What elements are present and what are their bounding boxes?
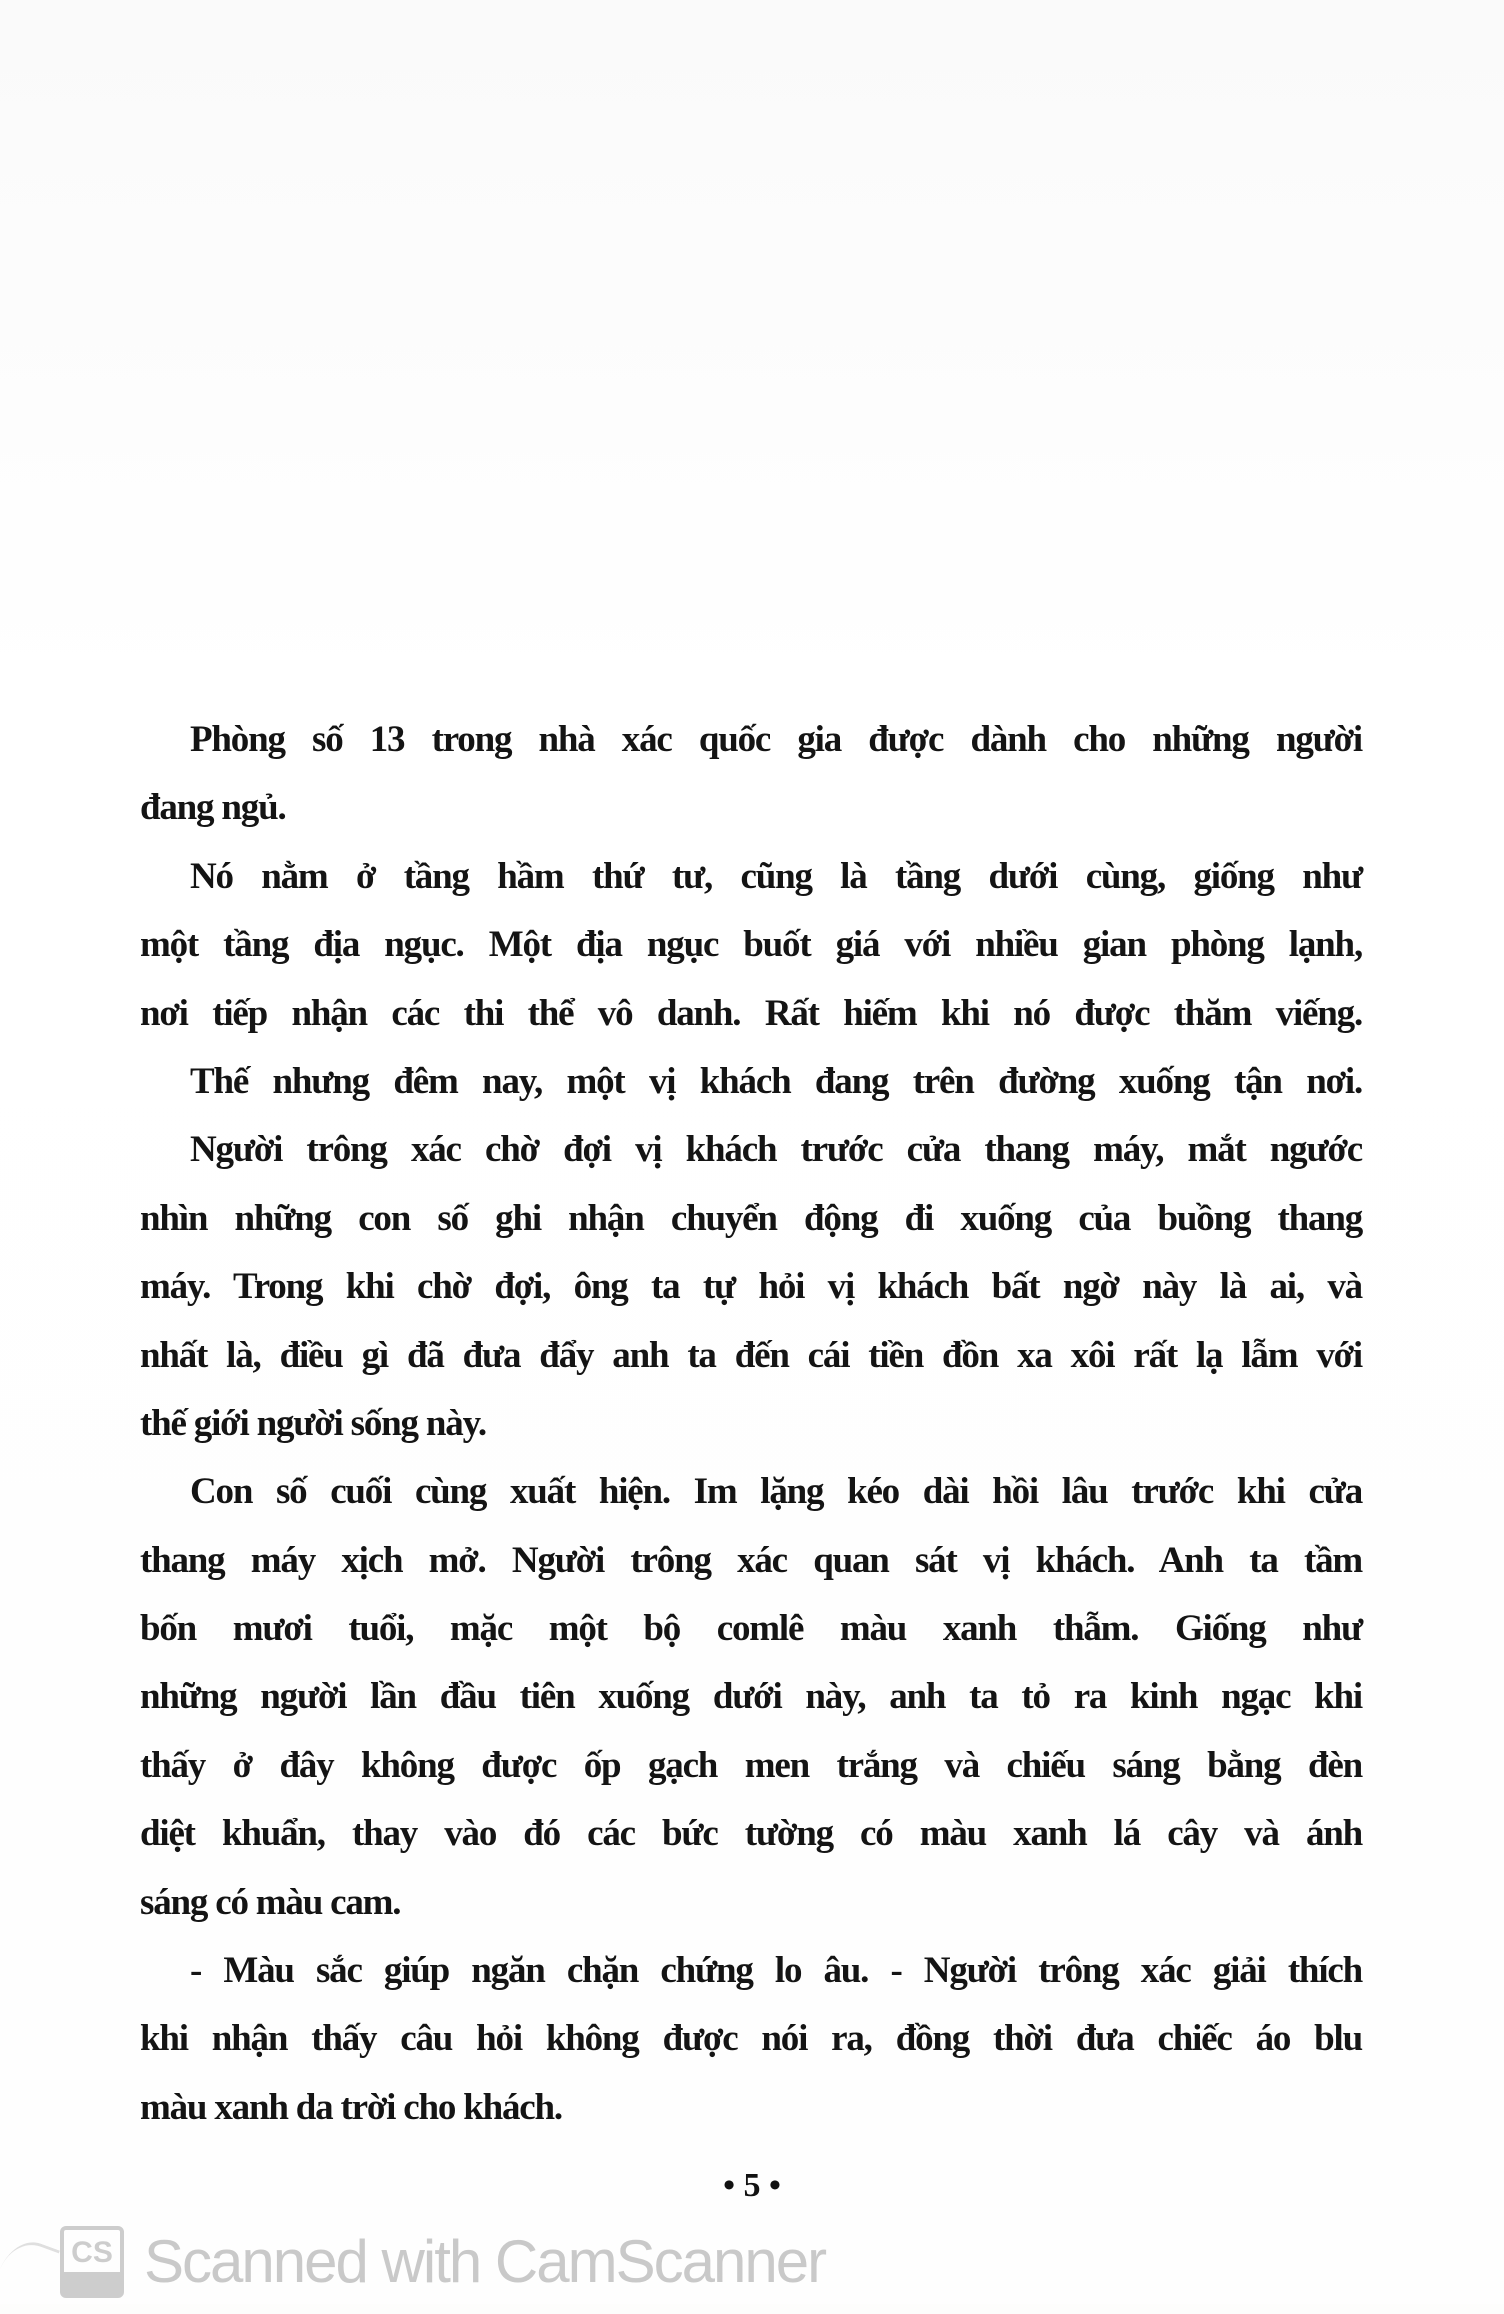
text-line: khi nhận thấy câu hỏi không được nói ra, đồng thời đưa chiếc áo blu xyxy=(140,2018,1362,2060)
text-line: bốn mươi tuổi, mặc một bộ comlê màu xanh thẫm. Giống như xyxy=(140,1608,1362,1650)
text-line: Con số cuối cùng xuất hiện. Im lặng kéo dài hồi lâu trước khi cửa xyxy=(190,1471,1362,1513)
text-line: nhìn những con số ghi nhận chuyển động đi xuống của buồng thang xyxy=(140,1197,1362,1239)
text-line: một tầng địa ngục. Một địa ngục buốt giá với nhiều gian phòng lạnh, xyxy=(140,924,1362,966)
text-line: diệt khuẩn, thay vào đó các bức tường có màu xanh lá cây và ánh xyxy=(140,1813,1362,1855)
camscanner-watermark xyxy=(60,2226,825,2298)
text-line: đang ngủ. xyxy=(140,787,286,829)
text-line: màu xanh da trời cho khách. xyxy=(140,2086,562,2128)
text-line: nơi tiếp nhận các thi thể vô danh. Rất hiếm khi nó được thăm viếng. xyxy=(140,992,1362,1034)
camscanner-logo-icon: CS xyxy=(60,2226,124,2298)
text-line: thấy ở đây không được ốp gạch men trắng và chiếu sáng bằng đèn xyxy=(140,1744,1362,1786)
text-line: - Màu sắc giúp ngăn chặn chứng lo âu. - Người trông xác giải thích xyxy=(190,1950,1362,1992)
text-line: Nó nằm ở tầng hầm thứ tư, cũng là tầng dưới cùng, giống như xyxy=(190,855,1362,897)
page-number: • 5 • xyxy=(723,2167,781,2204)
page-curl-edge xyxy=(0,2233,60,2313)
text-line: máy. Trong khi chờ đợi, ông ta tự hỏi vị khách bất ngờ này là ai, và xyxy=(140,1266,1362,1308)
text-line: thang máy xịch mở. Người trông xác quan sát vị khách. Anh ta tầm xyxy=(140,1539,1362,1581)
watermark-text: Scanned with CamScanner xyxy=(144,2228,826,2295)
text-line: Người trông xác chờ đợi vị khách trước cửa thang máy, mắt ngước xyxy=(190,1129,1362,1171)
text-line: nhất là, điều gì đã đưa đẩy anh ta đến cái tiền đồn xa xôi rất lạ lẫm với xyxy=(140,1334,1362,1376)
text-line: Thế nhưng đêm nay, một vị khách đang trên đường xuống tận nơi. xyxy=(190,1060,1362,1102)
text-line: Phòng số 13 trong nhà xác quốc gia được dành cho những người xyxy=(190,719,1362,760)
text-line: những người lần đầu tiên xuống dưới này, anh ta tỏ ra kinh ngạc khi xyxy=(140,1676,1362,1718)
body-text xyxy=(140,706,1362,2142)
text-line: sáng có màu cam. xyxy=(140,1881,401,1923)
text-line: thế giới người sống này. xyxy=(140,1402,486,1444)
